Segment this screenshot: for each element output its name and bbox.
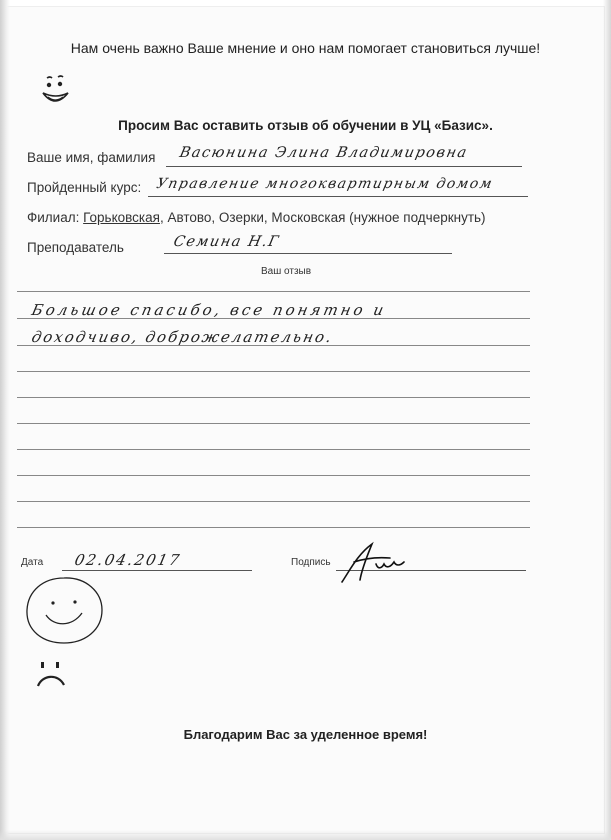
review-rule	[17, 318, 530, 319]
review-rule	[17, 291, 530, 292]
name-value: Васюнина Элина Владимировна	[178, 145, 470, 161]
sad-face-icon	[34, 656, 68, 690]
review-rule	[17, 423, 530, 424]
course-label: Пройденный курс:	[27, 180, 142, 195]
review-line-1: Большое спасибо, все понятно и	[30, 301, 389, 319]
page-header: Нам очень важно Ваше мнение и оно нам помогает становиться лучше!	[70, 40, 541, 56]
page-edge-bottom	[0, 830, 611, 840]
teacher-value: Семина Н.Г	[172, 234, 282, 250]
review-rule	[17, 501, 530, 502]
review-rule	[17, 397, 530, 398]
review-rule	[17, 345, 530, 346]
date-value: 02.04.2017	[73, 551, 183, 569]
branch-selected: Горьковская	[83, 210, 160, 225]
thank-you-footer: Благодарим Вас за уделенное время!	[183, 727, 428, 742]
branch-options: , Автово, Озерки, Московская (нужное подчеркнуть)	[159, 210, 486, 225]
review-rule	[17, 527, 530, 528]
course-underline	[148, 196, 528, 197]
teacher-label: Преподаватель	[27, 240, 124, 255]
happy-face-circle-icon	[22, 574, 106, 646]
name-label: Ваше имя, фамилия	[27, 150, 156, 165]
signature-mark	[338, 540, 408, 586]
review-rule	[17, 449, 530, 450]
course-value: Управление многоквартирным домом	[155, 176, 495, 192]
review-title: Ваш отзыв	[261, 266, 312, 277]
branch-field	[27, 210, 486, 225]
date-label: Дата	[21, 557, 44, 568]
teacher-underline	[164, 253, 452, 254]
review-rule	[17, 371, 530, 372]
date-underline	[62, 570, 252, 571]
feedback-invitation: Просим Вас оставить отзыв об обучении в УЦ «Базис».	[118, 118, 493, 133]
happy-face-icon	[38, 72, 72, 112]
branch-label: Филиал:	[27, 210, 80, 225]
review-line-2: доходчиво, доброжелательно.	[30, 328, 335, 346]
review-rule	[17, 475, 530, 476]
signature-label: Подпись	[291, 557, 331, 568]
name-underline	[166, 166, 522, 167]
